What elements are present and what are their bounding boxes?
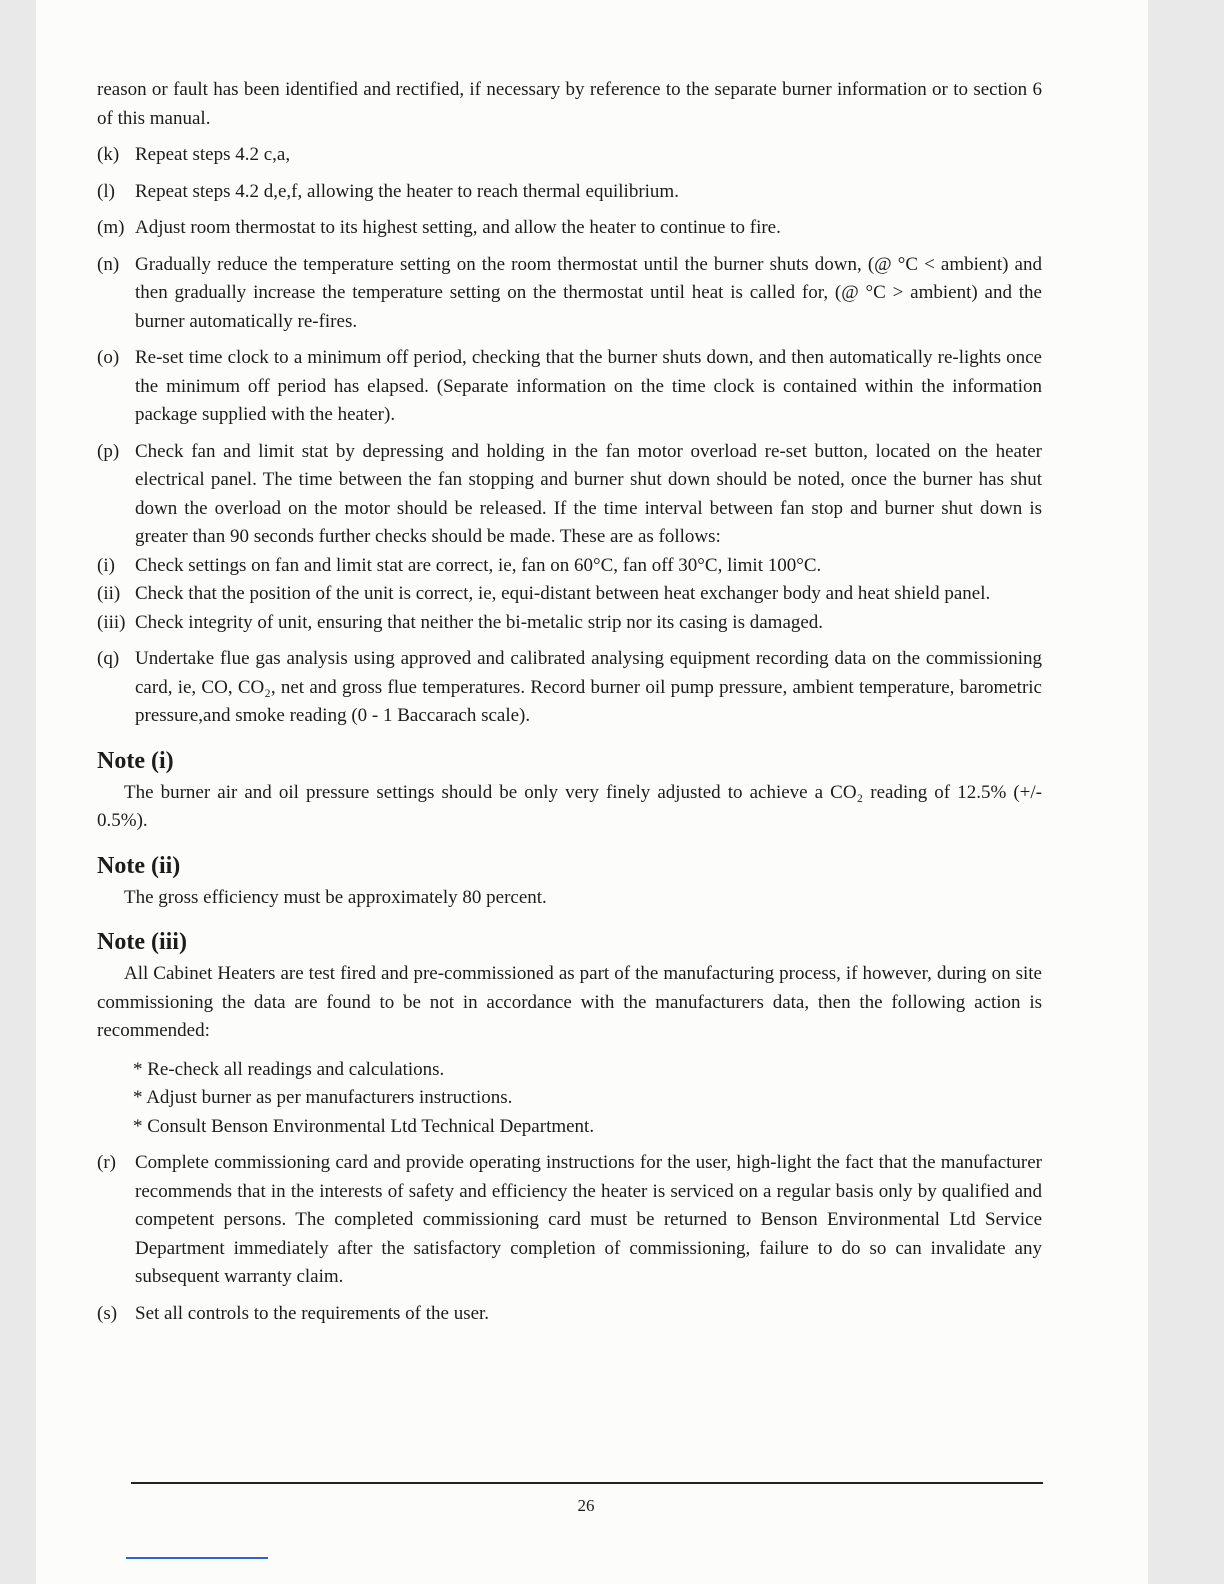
step-text: Adjust room thermostat to its highest setting, and allow the heater to continue to fire. bbox=[135, 217, 781, 238]
step-text: Re-set time clock to a minimum off period, checking that the burner shuts down, and then automatically re-lights once the minimum off period has elapsed. (Separate information on the time clock is contained within the information package supplied with the heater). bbox=[135, 347, 1042, 425]
step-label: (o) bbox=[97, 347, 120, 368]
step-p-ii bbox=[97, 580, 1042, 609]
step-text: Undertake flue gas analysis using approved and calibrated analysing equipment recording data on the commissioning card, ie, CO, CO₂, net and gross flue temperatures. Record burner oil pump pressure, ambient temperature, barometric pressure,and smoke reading (0 - 1 Baccarach scale). bbox=[135, 648, 1042, 726]
step-q bbox=[97, 645, 1042, 731]
step-label: (ii) bbox=[97, 583, 121, 604]
page-number: 26 bbox=[577, 1496, 595, 1515]
note-body: The gross efficiency must be approximately 80 percent. bbox=[124, 886, 547, 908]
step-s bbox=[97, 1300, 1042, 1329]
note-heading: Note (ii) bbox=[97, 852, 181, 879]
note-body: All Cabinet Heaters are test fired and pre-commissioned as part of the manufacturing process, if however, during on site commissioning the data are found to be not in accordance with the manufacturers data, then the following action is recommended: bbox=[97, 963, 1042, 1041]
note-heading: Note (i) bbox=[97, 747, 174, 774]
step-n bbox=[97, 251, 1042, 337]
step-p-i bbox=[97, 552, 1042, 581]
step-text: Repeat steps 4.2 d,e,f, allowing the heater to reach thermal equilibrium. bbox=[135, 180, 679, 202]
step-label: (i) bbox=[97, 554, 115, 576]
step-text: Check that the position of the unit is correct, ie, equi-distant between heat exchanger body and heat shield panel. bbox=[135, 583, 991, 604]
step-label: (l) bbox=[97, 180, 115, 202]
step-label: (m) bbox=[97, 217, 125, 238]
note-body: The burner air and oil pressure settings should be only very finely adjusted to achieve a CO₂ reading of 12.5% (+/- 0.5%). bbox=[97, 781, 1042, 831]
step-label: (p) bbox=[97, 440, 120, 462]
step-o bbox=[97, 344, 1042, 430]
step-label: (s) bbox=[97, 1302, 118, 1324]
step-label: (r) bbox=[97, 1152, 116, 1173]
step-text: Repeat steps 4.2 c,a, bbox=[135, 144, 291, 165]
footer-divider bbox=[131, 1482, 1043, 1484]
recommendation-list bbox=[133, 1056, 1042, 1142]
step-r bbox=[97, 1149, 1042, 1292]
step-l bbox=[97, 178, 1042, 207]
step-p bbox=[97, 438, 1042, 552]
step-m bbox=[97, 214, 1042, 243]
step-text: Set all controls to the requirements of the user. bbox=[135, 1302, 490, 1324]
list-item: * Re-check all readings and calculations. bbox=[133, 1058, 445, 1080]
step-label: (iii) bbox=[97, 611, 126, 633]
step-label: (k) bbox=[97, 144, 120, 165]
step-label: (q) bbox=[97, 648, 120, 669]
list-item: * Consult Benson Environmental Ltd Technical Department. bbox=[133, 1115, 595, 1137]
step-text: Check fan and limit stat by depressing and holding in the fan motor overload re-set button, located on the heater electrical panel. The time between the fan stopping and burner shut down should be noted, once the burner has shut down the overload on the motor should be released. If the time interval between fan stop and burner shut down is greater than 90 seconds further checks should be made. These are as follows: bbox=[135, 440, 1042, 547]
step-text: Check settings on fan and limit stat are correct, ie, fan on 60°C, fan off 30°C, limit 100°C. bbox=[135, 554, 822, 576]
step-p-iii bbox=[97, 609, 1042, 638]
link-underline bbox=[126, 1557, 268, 1559]
step-text: Check integrity of unit, ensuring that neither the bi-metalic strip nor its casing is damaged. bbox=[135, 611, 824, 633]
intro-paragraph: reason or fault has been identified and rectified, if necessary by reference to the separate burner information or to section 6 of this manual. bbox=[97, 79, 1042, 129]
note-heading: Note (iii) bbox=[97, 929, 187, 955]
list-item: * Adjust burner as per manufacturers instructions. bbox=[133, 1087, 513, 1108]
step-text: Complete commissioning card and provide operating instructions for the user, high-light the fact that the manufacturer recommends that in the interests of safety and efficiency the heater is serviced on a regular basis only by qualified and competent persons. The completed commissioning card must be returned to Benson Environmental Ltd Service Department immediately after the satisfactory completion of commissioning, failure to do so can invalidate any subsequent warranty claim. bbox=[135, 1152, 1042, 1287]
step-k bbox=[97, 141, 1042, 170]
step-label: (n) bbox=[97, 253, 120, 275]
page-content bbox=[97, 76, 1042, 1328]
step-text: Gradually reduce the temperature setting on the room thermostat until the burner shuts down, (@ °C < ambient) and then gradually increase the temperature setting on the thermostat until heat is called for, (@ °C > ambient) and the burner automatically re-fires. bbox=[135, 253, 1042, 332]
